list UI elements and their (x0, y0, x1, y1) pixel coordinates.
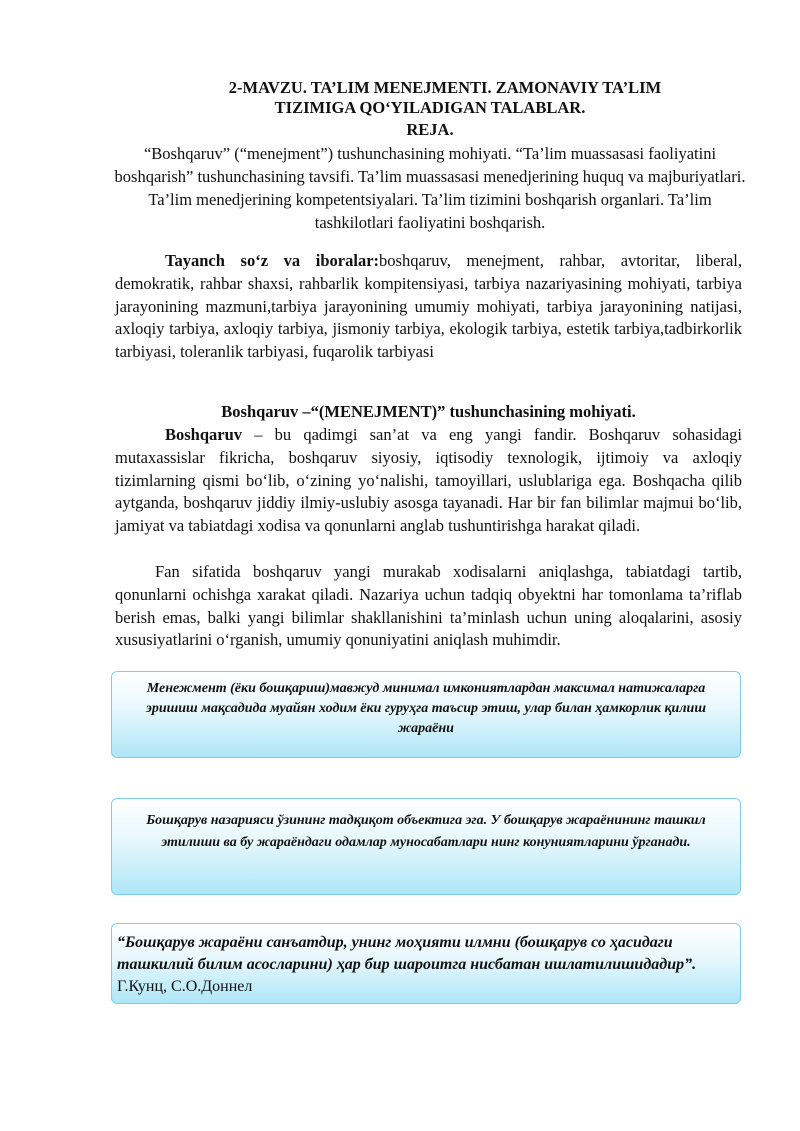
definition-box-management (111, 671, 741, 758)
paragraph-1-text: – bu qadimgi san’at va eng yangi fandir. Boshqaruv sohasidagi mutaxassislar fikricha, boshqaruv siyosiy, iqtisodiy texnologik, ijtimoiy va axloqiy tizimlarning qismi bo‘lib, o‘zining yo‘nalishi, tamoyillari, uslublariga ega. Boshqacha qilib aytganda, boshqaruv jiddiy ilmiy-uslubiy asosga tayanadi. Har bir fan bilimlar majmui bo‘lib, jamiyat va tabiatdagi xodisa va qonunlarni anglab tushuntirishga harakat qiladi. (115, 425, 742, 536)
paragraph-1-term: Boshqaruv (165, 425, 243, 444)
definition-box-theory-text: Бошқарув назарияси ўзининг тадқиқот объектига эга. У бошқарув жараёнининг ташкил этилиши ва бу жараёндаги одамлар муносабатлари нинг конуниятларини ўрганади. (146, 813, 706, 850)
paragraph-2: Fan sifatida boshqaruv yangi murakab xodisalarni aniqlashga, tabiatdagi tartib, qonunlarni ochishga xarakat qiladi. Nazariya uchun tadqiq obyektni har tomonlama ta’riflab berish emas, balki yangi bilimlar shakllanishini ta’minlash uchun uning aloqalarini, asosiy xususiyatlarini o‘rganish, umumiy qonuniyatini aniqlash muhimdir. (115, 562, 742, 650)
quote-box (111, 923, 741, 1004)
quote-box-text (117, 932, 728, 998)
definition-box-management-text: Менежмент (ёки бошқариш)мавжуд минимал имкониятлардан максимал натижаларга эришиш мақсадида муайян ходим ёки гуруҳга таъсир этиш, улар билан ҳамкорлик қилиш жараёни (146, 681, 706, 736)
title-line-1: 2-MAVZU. TA’LIM MENEJMENTI. ZAMONAVIY TA’LIM (228, 78, 662, 97)
plan-heading: REJA. (406, 120, 454, 139)
paragraph-1 (115, 424, 742, 538)
quote-text: “Бошқарув жараёни санъатдир, унинг моҳияти илмни (бошқарув со ҳасидаги ташкилий билим асосларини) ҳар бир шароитга нисбатан ишлатилишидадир”. (117, 934, 697, 973)
section-title: Boshqaruv –“(MENEJMENT)” tushunchasining mohiyati. (221, 402, 636, 421)
keywords-label: Tayanch so‘z va iboralar: (165, 251, 380, 270)
quote-author: Г.Кунц, С.О.Доннел (117, 978, 253, 995)
plan-text: “Boshqaruv” (“menejment”) tushunchasining mohiyati. “Ta’lim muassasasi faoliyatini boshqarish” tushunchasining tavsifi. Ta’lim muassasasi menedjerining huquq va majburiyatlari. Ta’lim menedjerining kompetentsiyalari. Ta’lim tizimini boshqarish organlari. Ta’lim tashkilotlari faoliyatini boshqarish. (114, 144, 746, 232)
keywords-paragraph (115, 250, 742, 364)
title-line-2: TIZIMIGA QO‘YILADIGAN TALABLAR. (274, 98, 586, 117)
definition-box-theory (111, 798, 741, 895)
keywords-text: boshqaruv, menejment, rahbar, avtoritar, liberal, demokratik, rahbar shaxsi, rahbarlik kompitensiyasi, tarbiya nazariyasining mohiyati, tarbiya jarayonining mazmuni,tarbiya jarayonining umumiy mohiyati, tarbiya jarayonining natijasi, axloqiy tarbiya, axloqiy tarbiya, jismoniy tarbiya, ekologik tarbiya, estetik tarbiya,tadbirkorlik tarbiyasi, toleranlik tarbiyasi, fuqarolik tarbiyasi (115, 251, 742, 362)
